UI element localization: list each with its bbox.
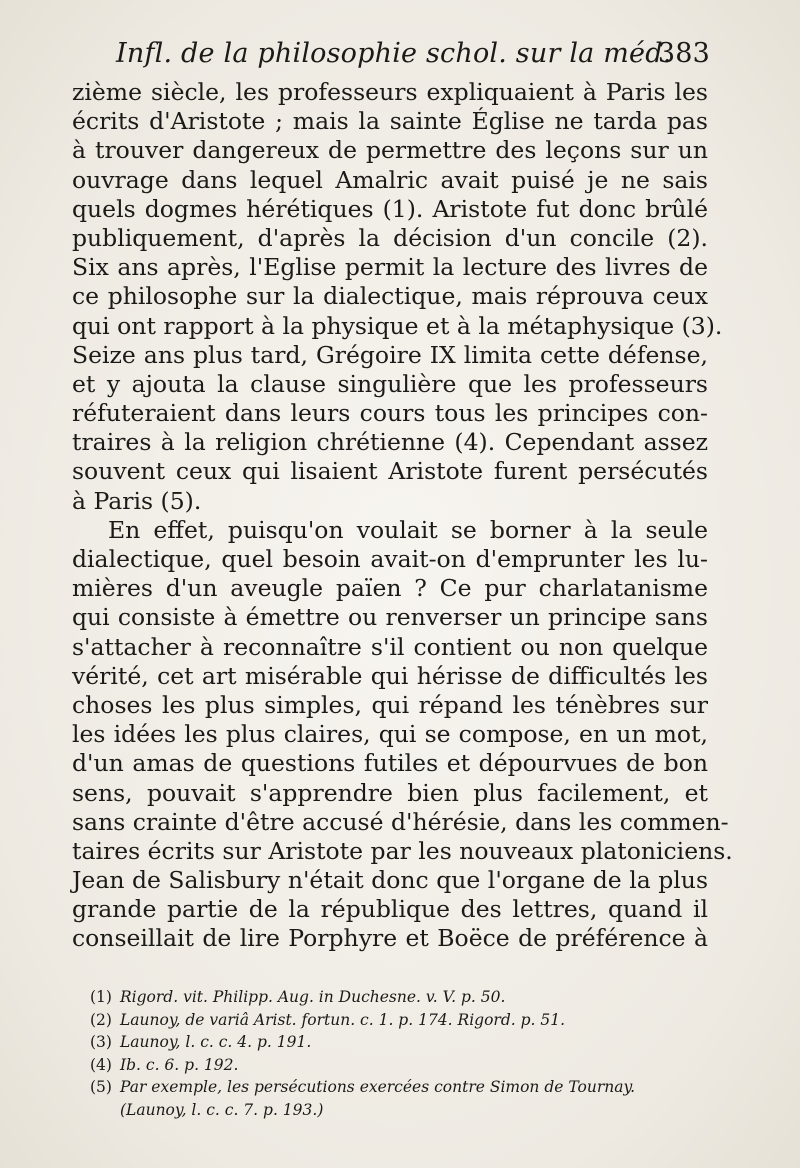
footnote-text: Launoy, l. c. c. 4. p. 191. <box>120 1033 312 1052</box>
page-number: 383 <box>657 38 710 69</box>
text-line: Seize ans plus tard, Grégoire IX limita cette défense, <box>72 340 708 369</box>
text-line: ce philosophe sur la dialectique, mais réprouva ceux <box>72 282 708 311</box>
text-line: à Paris (5). <box>72 486 202 515</box>
text-line: Six ans après, l'Eglise permit la lecture des livres de <box>72 253 708 282</box>
footnote-text: Ib. c. 6. p. 192. <box>120 1055 239 1074</box>
text-line: sans crainte d'être accusé d'hérésie, dans les commen- <box>72 807 729 836</box>
text-line: conseillait de lire Porphyre et Boëce de préférence à <box>72 924 708 953</box>
text-line: Jean de Salisbury n'était donc que l'organe de la plus <box>72 866 708 895</box>
text-line: ouvrage dans lequel Amalric avait puisé je ne sais <box>72 165 708 194</box>
running-title: Infl. de la philosophie schol. sur la méd. <box>116 38 672 69</box>
footnote-number: (4) <box>90 1055 112 1074</box>
text-line: mières d'un aveugle païen ? Ce pur charlatanisme <box>72 574 708 603</box>
footnote <box>90 1099 720 1122</box>
text-line: réfuteraient dans leurs cours tous les principes con- <box>72 399 708 428</box>
text-line: dialectique, quel besoin avait-on d'emprunter les lu- <box>72 545 708 573</box>
footnote <box>90 1054 720 1077</box>
text-line: souvent ceux qui lisaient Aristote furent persécutés <box>72 457 708 486</box>
text-line: taires écrits sur Aristote par les nouveaux platoniciens. <box>72 836 733 865</box>
text-line: sens, pouvait s'apprendre bien plus facilement, et <box>72 778 708 807</box>
text-line: d'un amas de questions futiles et dépourvues de bon <box>72 749 708 778</box>
footnote-number: (2) <box>90 1010 112 1029</box>
text-line: s'attacher à reconnaître s'il contient ou non quelque <box>72 632 708 661</box>
footnote-text: Par exemple, les persécutions exercées contre Simon de Tournay. <box>120 1078 636 1097</box>
footnotes <box>90 986 720 1122</box>
footnote <box>90 1009 720 1032</box>
footnote <box>90 1031 720 1054</box>
text-line: à trouver dangereux de permettre des leçons sur un <box>72 136 708 165</box>
footnote-text: Rigord. vit. Philipp. Aug. in Duchesne. v. V. p. 50. <box>120 988 506 1006</box>
footnote-text: Launoy, de variâ Arist. fortun. c. 1. p. 174. Rigord. p. 51. <box>120 1010 566 1029</box>
footnote-number: (3) <box>90 1033 112 1052</box>
text-line: publiquement, d'après la décision d'un concile (2). <box>72 223 708 252</box>
footnote-number: (1) <box>90 988 112 1006</box>
text-line: grande partie de la république des lettres, quand il <box>72 895 708 924</box>
text-line: choses les plus simples, qui répand les ténèbres sur <box>72 690 708 719</box>
text-line: quels dogmes hérétiques (1). Aristote fut donc brûlé <box>72 194 708 223</box>
text-line: qui ont rapport à la physique et à la métaphysique (3). <box>72 311 723 340</box>
text-line: En effet, puisqu'on voulait se borner à la seule <box>108 515 708 544</box>
footnote <box>90 986 720 1009</box>
text-line: qui consiste à émettre ou renverser un principe sans <box>72 603 708 632</box>
page-header <box>116 38 710 78</box>
text-line: traires à la religion chrétienne (4). Cependant assez <box>72 428 708 457</box>
text-line: écrits d'Aristote ; mais la sainte Église ne tarda pas <box>72 107 708 136</box>
text-line: vérité, cet art misérable qui hérisse de difficultés les <box>72 661 708 690</box>
footnote <box>90 1076 720 1099</box>
text-line: zième siècle, les professeurs expliquaient à Paris les <box>72 78 708 106</box>
text-line: les idées les plus claires, qui se compose, en un mot, <box>72 720 708 749</box>
text-line: et y ajouta la clause singulière que les professeurs <box>72 369 708 398</box>
footnote-text: (Launoy, l. c. c. 7. p. 193.) <box>120 1100 324 1119</box>
footnote-number: (5) <box>90 1078 112 1097</box>
body-text <box>72 78 733 954</box>
